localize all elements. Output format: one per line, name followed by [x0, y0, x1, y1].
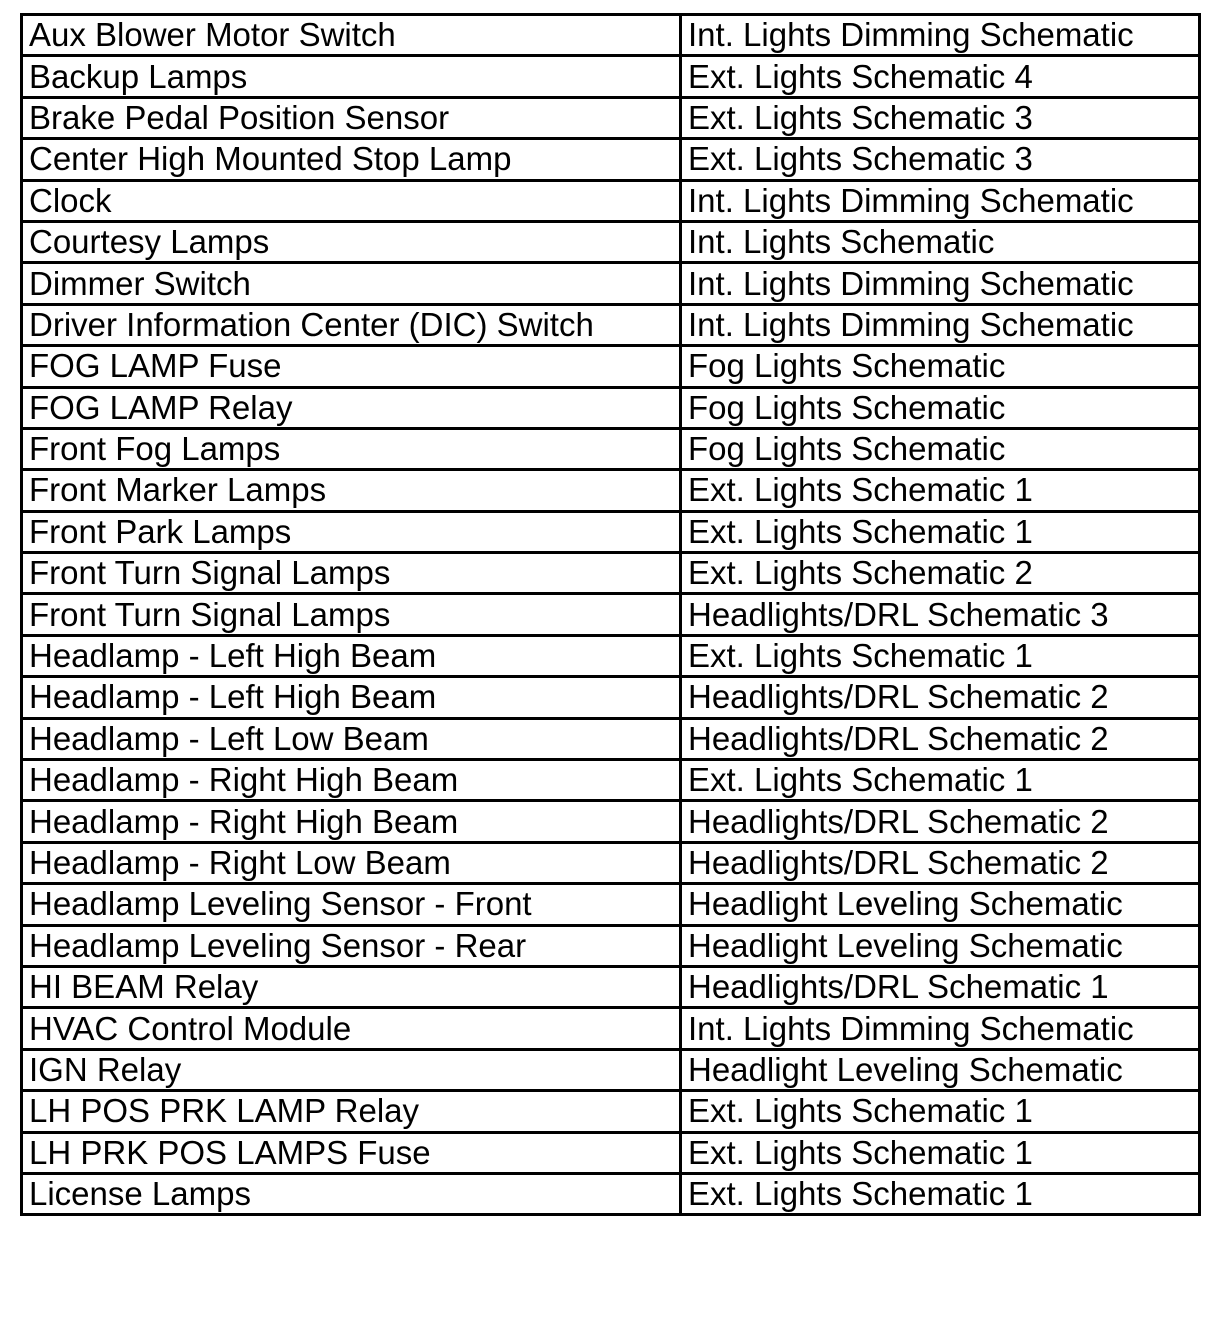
component-cell: Headlamp - Right Low Beam — [22, 842, 681, 883]
component-cell: Aux Blower Motor Switch — [22, 15, 681, 56]
schematic-cell: Int. Lights Schematic — [681, 221, 1200, 262]
table-row — [22, 966, 1200, 1007]
table-row — [22, 1091, 1200, 1132]
table-row — [22, 1173, 1200, 1214]
component-cell: Headlamp Leveling Sensor - Front — [22, 884, 681, 925]
schematic-cell: Fog Lights Schematic — [681, 387, 1200, 428]
component-cell: Headlamp - Right High Beam — [22, 801, 681, 842]
schematic-cell: Headlight Leveling Schematic — [681, 884, 1200, 925]
component-cell: FOG LAMP Relay — [22, 387, 681, 428]
component-cell: Headlamp - Left High Beam — [22, 635, 681, 676]
component-cell: Front Fog Lamps — [22, 428, 681, 469]
component-cell: Front Turn Signal Lamps — [22, 553, 681, 594]
table-row — [22, 97, 1200, 138]
schematic-cell: Headlights/DRL Schematic 1 — [681, 966, 1200, 1007]
table-body — [22, 15, 1200, 1215]
table-row — [22, 842, 1200, 883]
table-row — [22, 304, 1200, 345]
schematic-cell: Headlights/DRL Schematic 2 — [681, 677, 1200, 718]
schematic-cell: Fog Lights Schematic — [681, 346, 1200, 387]
table-row — [22, 15, 1200, 56]
component-cell: Front Turn Signal Lamps — [22, 594, 681, 635]
schematic-cell: Ext. Lights Schematic 1 — [681, 470, 1200, 511]
component-cell: Headlamp - Left Low Beam — [22, 718, 681, 759]
component-cell: HI BEAM Relay — [22, 966, 681, 1007]
component-cell: Headlamp Leveling Sensor - Rear — [22, 925, 681, 966]
component-cell: LH POS PRK LAMP Relay — [22, 1091, 681, 1132]
component-cell: FOG LAMP Fuse — [22, 346, 681, 387]
component-cell: Front Marker Lamps — [22, 470, 681, 511]
table-row — [22, 925, 1200, 966]
table-row — [22, 718, 1200, 759]
component-cell: Dimmer Switch — [22, 263, 681, 304]
schematic-cell: Ext. Lights Schematic 3 — [681, 97, 1200, 138]
table-row — [22, 677, 1200, 718]
table-row — [22, 346, 1200, 387]
table-row — [22, 428, 1200, 469]
schematic-cell: Ext. Lights Schematic 1 — [681, 1132, 1200, 1173]
component-cell: Center High Mounted Stop Lamp — [22, 139, 681, 180]
table-row — [22, 1049, 1200, 1090]
table-row — [22, 553, 1200, 594]
table-row — [22, 801, 1200, 842]
component-cell: HVAC Control Module — [22, 1008, 681, 1049]
component-cell: Front Park Lamps — [22, 511, 681, 552]
component-cell: LH PRK POS LAMPS Fuse — [22, 1132, 681, 1173]
schematic-cell: Ext. Lights Schematic 1 — [681, 1173, 1200, 1214]
schematic-cell: Int. Lights Dimming Schematic — [681, 15, 1200, 56]
table-row — [22, 1132, 1200, 1173]
schematic-cell: Headlight Leveling Schematic — [681, 1049, 1200, 1090]
schematic-cell: Int. Lights Dimming Schematic — [681, 180, 1200, 221]
schematic-cell: Ext. Lights Schematic 1 — [681, 1091, 1200, 1132]
schematic-cell: Int. Lights Dimming Schematic — [681, 304, 1200, 345]
component-cell: License Lamps — [22, 1173, 681, 1214]
schematic-cell: Headlights/DRL Schematic 2 — [681, 842, 1200, 883]
schematic-cell: Int. Lights Dimming Schematic — [681, 1008, 1200, 1049]
table-row — [22, 387, 1200, 428]
table-row — [22, 263, 1200, 304]
schematic-cell: Ext. Lights Schematic 3 — [681, 139, 1200, 180]
component-schematic-table — [20, 13, 1201, 1216]
table-row — [22, 56, 1200, 97]
component-cell: Clock — [22, 180, 681, 221]
schematic-cell: Ext. Lights Schematic 1 — [681, 511, 1200, 552]
component-cell: Backup Lamps — [22, 56, 681, 97]
schematic-cell: Ext. Lights Schematic 4 — [681, 56, 1200, 97]
table-row — [22, 594, 1200, 635]
table-row — [22, 511, 1200, 552]
table-row — [22, 221, 1200, 262]
table-row — [22, 139, 1200, 180]
table-row — [22, 760, 1200, 801]
component-cell: Driver Information Center (DIC) Switch — [22, 304, 681, 345]
schematic-cell: Headlights/DRL Schematic 2 — [681, 718, 1200, 759]
schematic-cell: Ext. Lights Schematic 1 — [681, 760, 1200, 801]
table-row — [22, 1008, 1200, 1049]
table-row — [22, 884, 1200, 925]
component-index-sheet — [20, 13, 1198, 1216]
schematic-cell: Headlights/DRL Schematic 2 — [681, 801, 1200, 842]
component-cell: IGN Relay — [22, 1049, 681, 1090]
component-cell: Courtesy Lamps — [22, 221, 681, 262]
component-cell: Headlamp - Left High Beam — [22, 677, 681, 718]
schematic-cell: Ext. Lights Schematic 1 — [681, 635, 1200, 676]
table-row — [22, 635, 1200, 676]
component-cell: Brake Pedal Position Sensor — [22, 97, 681, 138]
schematic-cell: Fog Lights Schematic — [681, 428, 1200, 469]
table-row — [22, 180, 1200, 221]
schematic-cell: Int. Lights Dimming Schematic — [681, 263, 1200, 304]
schematic-cell: Headlight Leveling Schematic — [681, 925, 1200, 966]
component-cell: Headlamp - Right High Beam — [22, 760, 681, 801]
schematic-cell: Ext. Lights Schematic 2 — [681, 553, 1200, 594]
table-row — [22, 470, 1200, 511]
schematic-cell: Headlights/DRL Schematic 3 — [681, 594, 1200, 635]
